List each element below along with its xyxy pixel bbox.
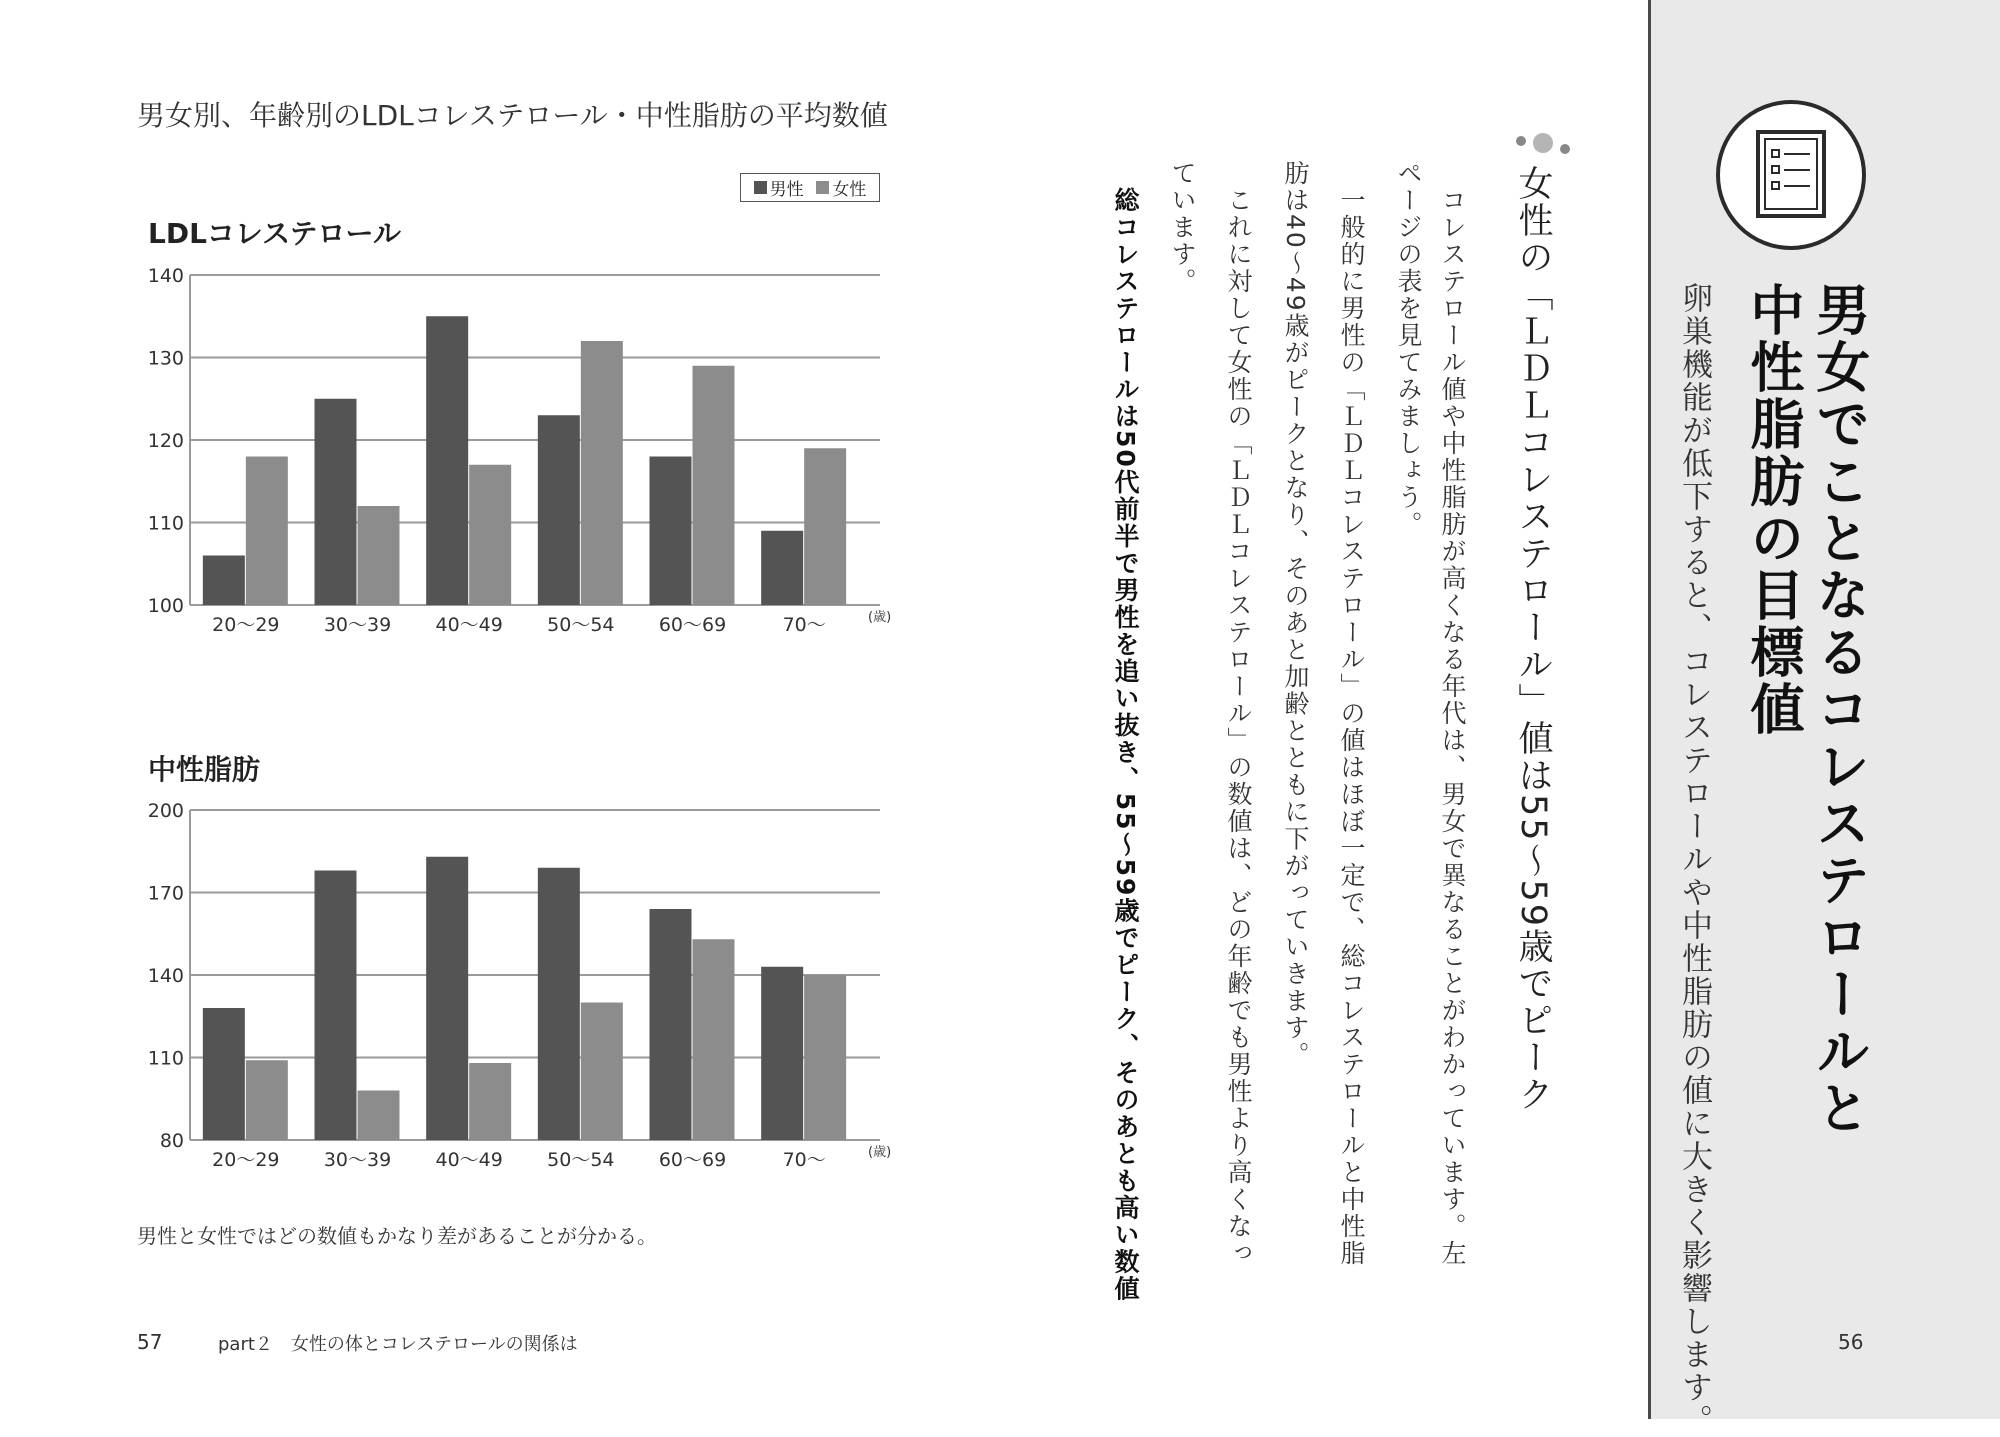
main-heading-line-2: 中性脂肪の目標値 <box>1741 282 1805 738</box>
ldl-bar-male <box>538 415 580 605</box>
checklist-icon <box>1720 104 1862 246</box>
ldl-bar-female <box>469 465 511 605</box>
tg-xtick-label: 30～39 <box>323 1149 392 1171</box>
tg-bar-chart <box>130 790 900 1180</box>
ldl-bar-female <box>581 341 623 605</box>
tg-bar-male <box>426 857 468 1140</box>
ldl-bar-male <box>315 399 357 605</box>
ldl-ytick-label: 130 <box>147 347 184 370</box>
ldl-bar-female <box>804 448 846 605</box>
body-column-1: コレステロール値や中性脂肪が高くなる年代は、男女で異なることがわかっています。左 <box>1438 160 1467 1267</box>
ldl-bar-male <box>761 531 803 605</box>
ldl-xtick-label: 20～29 <box>212 614 280 636</box>
ldl-chart-title: LDLコレステロール <box>148 217 401 250</box>
body-column-3: 一般的に男性の「ＬＤＬコレステロール」の値はほぼ一定で、総コレステロールと中性脂 <box>1337 160 1366 1267</box>
tg-bar-female <box>358 1091 400 1141</box>
tg-xtick-label: 50～54 <box>547 1149 615 1171</box>
tg-bar-male <box>203 1008 245 1140</box>
legend-label-male: 男性 <box>769 180 804 200</box>
tg-bar-male <box>761 967 803 1140</box>
tg-bar-male <box>650 909 692 1140</box>
tg-ytick-label: 170 <box>147 882 184 905</box>
ldl-x-unit: (歳) <box>868 610 892 625</box>
body-column-4: 肪は40～49歳がピークとなり、そのあと加齢とともに下がっていきます。 <box>1281 160 1310 1069</box>
ldl-bar-female <box>693 366 735 605</box>
ldl-xtick-label: 30～39 <box>323 614 392 636</box>
chart-legend <box>740 173 880 202</box>
ldl-ytick-label: 120 <box>147 430 184 452</box>
lead-text: 卵巣機能が低下すると、コレステロールや中性脂肪の値に大きく影響します。 <box>1676 282 1712 1437</box>
tg-bar-female <box>693 939 735 1140</box>
body-column-7: 総コレステロールは50代前半で男性を追い抜き、55～59歳でピーク、そのあとも高い数値 <box>1111 160 1140 1303</box>
legend-item-male <box>754 175 804 200</box>
figure-title: 男女別、年齢別のLDLコレステロール・中性脂肪の平均数値 <box>137 99 888 132</box>
legend-item-female <box>816 175 866 200</box>
ldl-ytick-label: 100 <box>147 595 184 617</box>
tg-bar-female <box>469 1063 511 1140</box>
tg-ytick-label: 200 <box>147 800 184 822</box>
legend-label-female: 女性 <box>832 180 867 200</box>
body-column-6: ています。 <box>1168 160 1197 295</box>
subheading: 女性の「ＬＤＬコレステロール」値は55～59歳でピーク <box>1513 165 1553 1114</box>
tg-ytick-label: 140 <box>147 965 184 987</box>
tg-bar-female <box>246 1060 288 1140</box>
ldl-bar-male <box>426 316 468 605</box>
ldl-bar-male <box>203 556 245 606</box>
tg-xtick-label: 40～49 <box>435 1149 503 1171</box>
tg-x-unit: (歳) <box>868 1145 892 1160</box>
page-number-left: 57 <box>137 1330 163 1354</box>
ldl-xtick-label: 50～54 <box>547 614 615 636</box>
tg-chart-title: 中性脂肪 <box>148 753 261 786</box>
main-heading <box>1740 282 1872 1137</box>
figure-caption: 男性と女性ではどの数値もかなり差があることが分かる。 <box>137 1224 657 1248</box>
dots-ornament-icon <box>1515 127 1575 157</box>
ldl-bar-chart <box>130 255 900 645</box>
ldl-bar-female <box>358 506 400 605</box>
legend-swatch-male <box>754 181 767 194</box>
ldl-xtick-label: 60～69 <box>658 614 727 636</box>
ldl-bar-female <box>246 457 288 606</box>
tg-bar-male <box>315 871 357 1141</box>
running-head: part２ 女性の体とコレステロールの関係は <box>218 1334 578 1355</box>
ldl-xtick-label: 70～ <box>782 614 826 636</box>
ldl-xtick-label: 40～49 <box>435 614 503 636</box>
tg-xtick-label: 70～ <box>782 1149 826 1171</box>
legend-swatch-female <box>816 181 829 194</box>
ldl-bar-male <box>650 457 692 606</box>
body-column-5: これに対して女性の「ＬＤＬコレステロール」の数値は、どの年齢でも男性より高くなっ <box>1224 160 1253 1267</box>
ldl-ytick-label: 110 <box>147 512 184 535</box>
tg-bar-female <box>804 975 846 1140</box>
tg-ytick-label: 110 <box>147 1047 184 1070</box>
body-column-2: ページの表を見てみましょう。 <box>1394 160 1423 538</box>
tg-ytick-label: 80 <box>159 1130 184 1152</box>
main-heading-line-1: 男女でことなるコレステロールと <box>1807 282 1871 1137</box>
ldl-ytick-label: 140 <box>147 265 184 287</box>
tg-xtick-label: 60～69 <box>658 1149 727 1171</box>
tg-xtick-label: 20～29 <box>212 1149 280 1171</box>
tg-bar-male <box>538 868 580 1140</box>
page-number-right: 56 <box>1838 1330 1864 1354</box>
tg-bar-female <box>581 1003 623 1141</box>
heading-icon-circle <box>1716 100 1866 250</box>
